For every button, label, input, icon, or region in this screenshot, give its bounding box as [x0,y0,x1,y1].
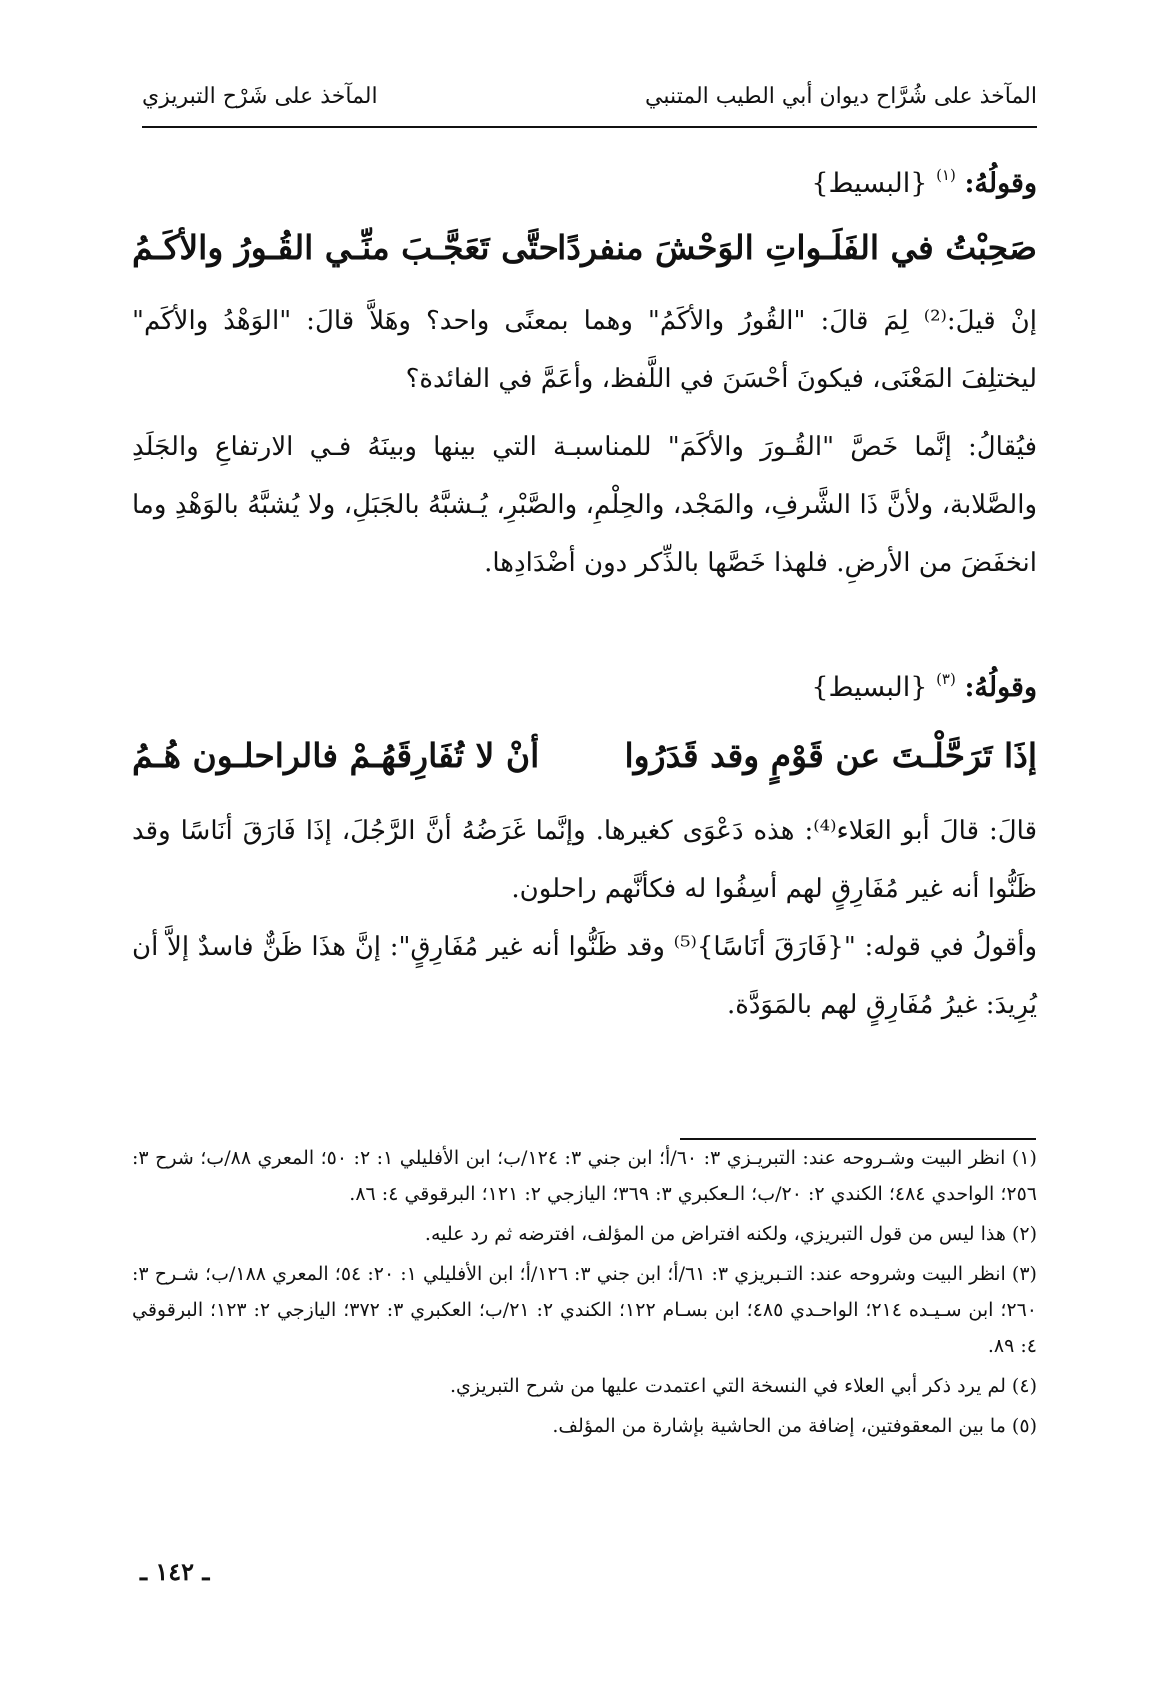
commentary-paragraph: قالَ: قالَ أبو العَلاء⁽⁴⁾: هذه دَعْوَى كغيرها. وإنَّما غَرَضُهُ أنَّ الرَّجُلَ، إذَا فَارَقَ أنَاسًا وقد ظَنُّوا أنه غير مُفَارِقٍ لهم أسِفُوا له فكأنَّهم راحلون. [132,816,1037,904]
verse-second-hemistich: حتَّى تَعَجَّـبَ منِّـي القُـورُ والأكَـمُ [132,228,559,267]
chapter-title: المآخذ على شَرْح التبريزي [142,84,378,109]
footnote: (١) انظر البيت وشـروحه عند: التبريـزي ٣: ٦٠/أ؛ ابن جني ٣: ١٢٤/ب؛ ابن الأفليلي ١: ٢: ٥٠؛ المعري ٨٨/ب؛ شرح ٣: ٢٥٦؛ الواحدي ٤٨٤؛ الكندي ٢: ٢٠/ب؛ الـعكبري ٣: ٣٦٩؛ اليازجي ٢: ١٢١؛ البرقوقي ٤: ٨٦. [132,1147,1037,1205]
verse-1 [132,228,1037,280]
footnote: (٢) هذا ليس من قول التبريزي، ولكنه افتراض من المؤلف، افترضه ثم رد عليه. [424,1223,1037,1245]
verse-first-hemistich: إذَا تَرَحَّلْـتَ عن قَوْمٍ وقد قَدَرُوا [624,736,1037,775]
meter-label: {البسيط} [811,672,928,703]
verse-first-hemistich: صَحِبْتُ في الفَلَـواتِ الوَحْشَ منفردًا [557,228,1037,267]
footnote: (٣) انظر البيت وشروحه عند: التـبريزي ٣: ٦١/أ؛ ابن جني ٣: ١٢٦/أ؛ ابن الأفليلي ١: ٢٠: ٥٤؛ المعري ١٨٨/ب؛ شـرح ٣: ٢٦٠؛ ابن سـيـده ٢١٤؛ الواحـدي ٤٨٥؛ ابن بسـام ١٢٢؛ الكندي ٢: ٢١/ب؛ العكبري ٣: ٣٧٢؛ اليازجي ٢: ١٢٣؛ البرقوقي ٤: ٨٩. [132,1263,1037,1357]
book-title: المآخذ على شُرَّاح ديوان أبي الطيب المتنبي [645,84,1037,109]
verse-second-hemistich: أنْ لا تُفَارِقَهُـمْ فالراحلـون هُـمُ [132,736,540,775]
running-header [142,80,1037,128]
intro-label: وقولُهُ: [964,672,1037,703]
verse-intro-1 [132,168,1037,199]
commentary-paragraph: وأقولُ في قوله: "{فَارَقَ أنَاسًا}⁽⁵⁾ وقد ظَنُّوا أنه غير مُفَارِقٍ": إنَّ هذَا ظَنٌّ فاسدٌ إلاَّ أن يُرِيدَ: غيرُ مُفَارِقٍ لهم بالمَوَدَّة. [132,932,1037,1020]
commentary-paragraph: إنْ قيلَ:⁽²⁾ لِمَ قالَ: "القُورُ والأكَمُ" وهما بمعنًى واحد؟ وهَلاَّ قالَ: "الوَهْدُ والأكَم" ليختلِفَ المَعْنَى، فيكونَ أحْسَنَ في اللَّفظ، وأعَمَّ في الفائدة؟ [132,306,1037,394]
footnote-ref: (١) [936,166,956,184]
meter-label: {البسيط} [811,168,928,199]
commentary-paragraph: فيُقالُ: إنَّما خَصَّ "القُـورَ والأكَمَ" للمناسبـة التي بينها وبينَهُ فـي الارتفاعِ والجَلَدِ والصَّلابة، ولأنَّ ذَا الشَّرفِ، والمَجْد، والحِلْمِ، والصَّبْرِ، يُـشبَّهُ بالجَبَلِ، ولا يُشبَّهُ بالوَهْدِ وما انخفَضَ من الأرضِ. فلهذا خَصَّها بالذِّكر دون أضْدَادِها. [132,432,1037,578]
footnotes [132,1140,1037,1448]
footnote-ref: (٣) [936,670,956,688]
verse-2 [132,736,1037,788]
footnote: (٤) لم يرد ذكر أبي العلاء في النسخة التي اعتمدت عليها من شرح التبريزي. [449,1375,1037,1397]
footnote: (٥) ما بين المعقوفتين، إضافة من الحاشية بإشارة من المؤلف. [552,1415,1037,1437]
verse-intro-2 [132,672,1037,703]
intro-label: وقولُهُ: [964,168,1037,199]
page-number: ـ ١٤٢ ـ [140,1557,210,1586]
